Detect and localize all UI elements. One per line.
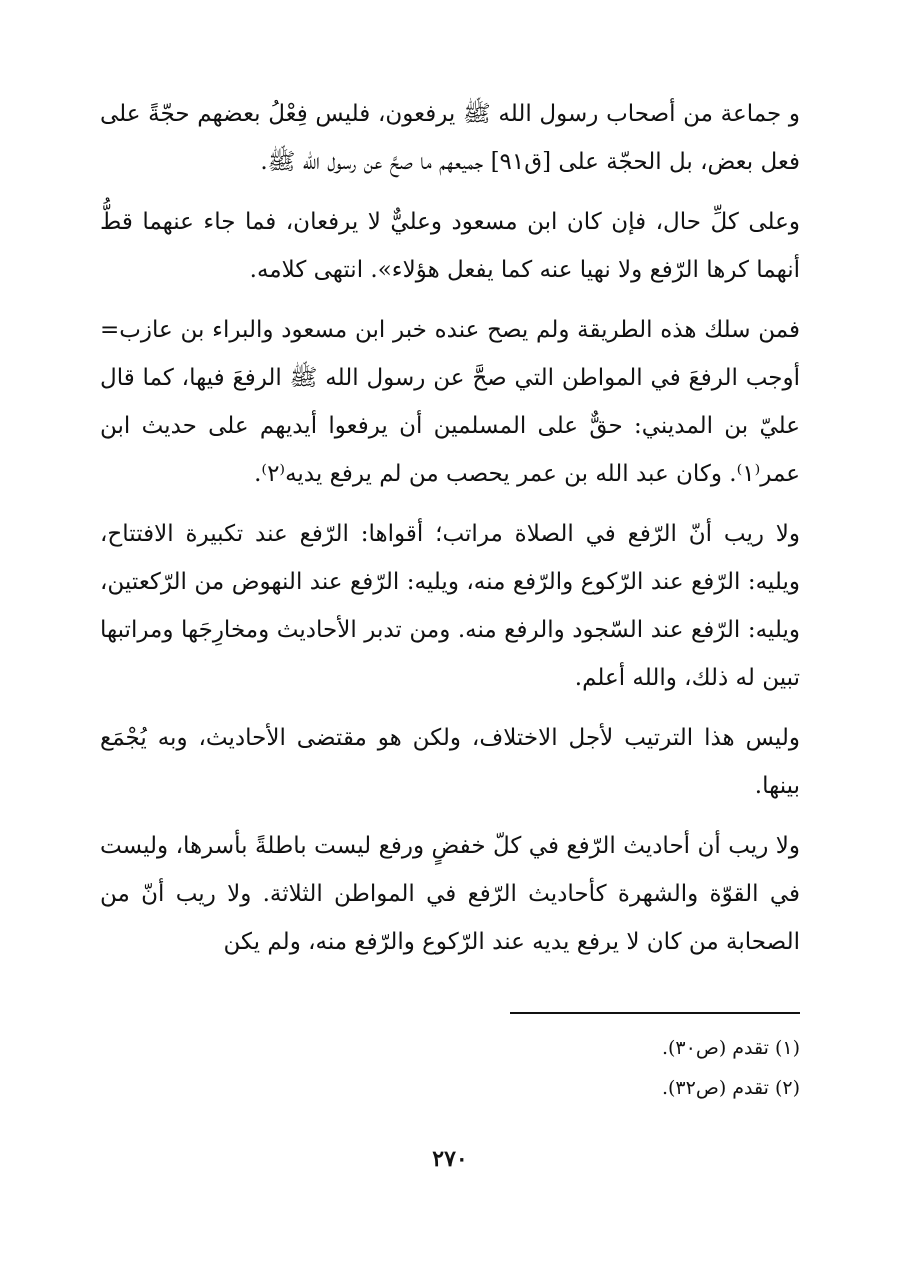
paragraph: وعلى كلِّ حال، فإن كان ابن مسعود وعليٌّ لا يرفعان، فما جاء عنهما قطُّ أنهما كرها الرّفع ولا نهيا عنه كما يفعل هؤلاء». انتهى كلامه. [100,209,800,283]
footnote-divider [510,1012,800,1014]
paragraph: و جماعة من أصحاب رسول الله ﷺ يرفعون، فليس فِعْلُ بعضهم حجّةً على فعل بعض، بل الحجّة على [ق٩١] جميعهم ما صحَّ عن رسول الله ﷺ. [100,101,800,175]
footnote: (١) تقدم (ص٣٠). [661,1037,800,1059]
paragraph: ولا ريب أنّ الرّفع في الصلاة مراتب؛ أقواها: الرّفع عند تكبيرة الافتتاح، ويليه: الرّفع عند الرّكوع والرّفع منه، ويليه: الرّفع عند النهوض من الرّكعتين، ويليه: الرّفع عند السّجود والرفع منه. ومن تدبر الأحاديث ومخارِجَها ومراتبها تبين له ذلك، والله أعلم. [100,521,800,691]
paragraph: ولا ريب أن أحاديث الرّفع في كلّ خفضٍ ورفع ليست باطلةً بأسرها، وليست في القوّة والشهرة كأحاديث الرّفع في المواطن الثلاثة. ولا ريب أنّ من الصحابة من كان لا يرفع يديه عند الرّكوع والرّفع منه، ولم يكن [100,833,800,955]
page-number: ٢٧٠ [432,1146,468,1172]
paragraph: فمن سلك هذه الطريقة ولم يصح عنده خبر ابن مسعود والبراء بن عازب= أوجب الرفعَ في المواطن التي صحَّ عن رسول الله ﷺ الرفعَ فيها، كما قال عليّ بن المديني: حقٌّ على المسلمين أن يرفعوا أيديهم على حديث ابن عمر⁽١⁾. وكان عبد الله بن عمر يحصب من لم يرفع يديه⁽٢⁾. [100,317,800,487]
paragraph: وليس هذا الترتيب لأجل الاختلاف، ولكن هو مقتضى الأحاديث، وبه يُجْمَع بينها. [100,725,800,799]
page-body [100,90,800,978]
footnotes [400,1028,800,1108]
footnote: (٢) تقدم (ص٣٢). [661,1077,800,1099]
